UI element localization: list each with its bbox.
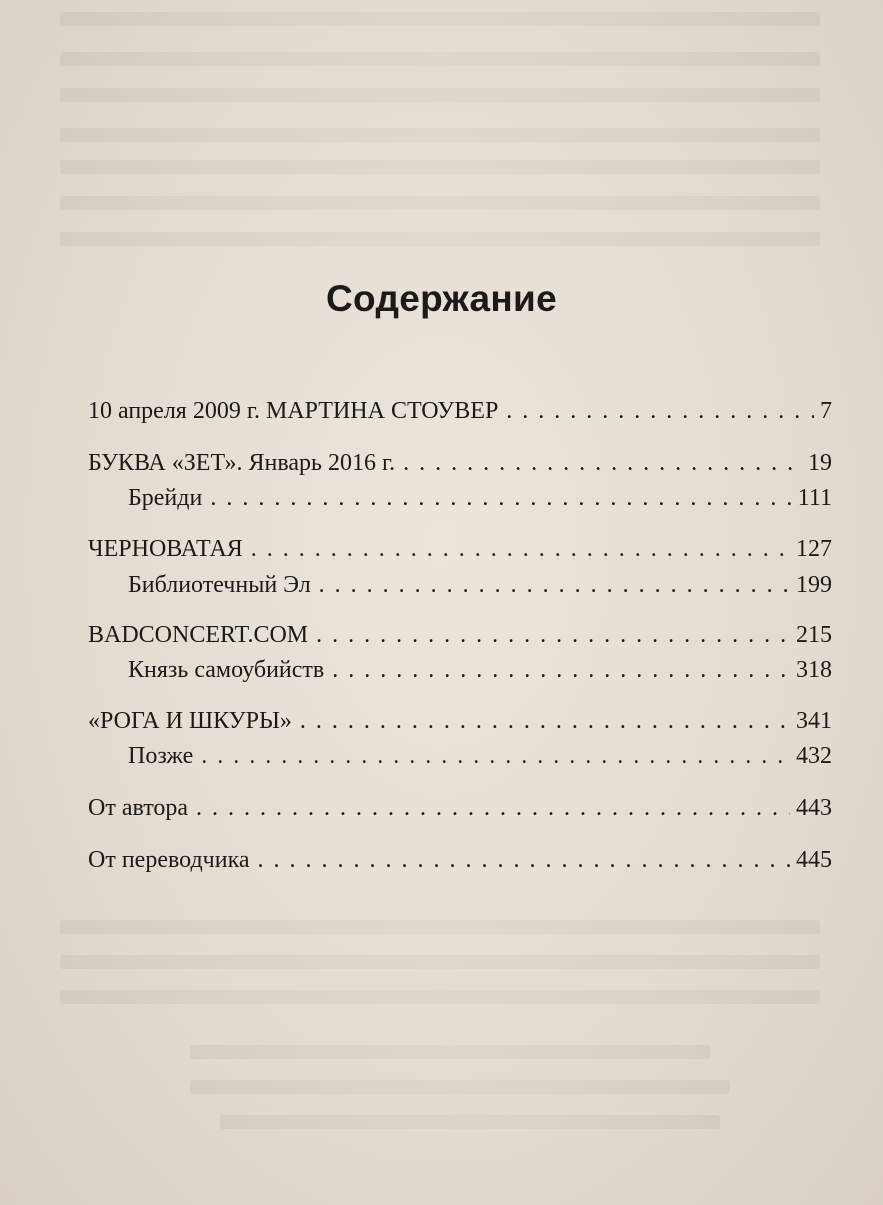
toc-entry-title: ЧЕРНОВАТАЯ [88, 536, 243, 562]
dot-leader [319, 570, 790, 600]
dot-leader [196, 793, 790, 823]
dot-leader [332, 655, 790, 685]
bleed-through-line [60, 990, 820, 1004]
toc-entry-page: 318 [796, 657, 832, 683]
toc-subentry[interactable] [128, 570, 832, 600]
bleed-through-line [190, 1045, 710, 1059]
toc-entry[interactable] [88, 396, 832, 426]
bleed-through-line [60, 955, 820, 969]
dot-leader [403, 448, 802, 478]
bleed-through-line [60, 232, 820, 246]
toc-entry-title: БУКВА «ЗЕТ». Январь 2016 г. [88, 450, 396, 476]
toc-entry-title: От переводчика [88, 847, 250, 873]
bleed-through-line [60, 88, 820, 102]
toc-entry-title: Брейди [128, 485, 203, 511]
toc-subentry[interactable] [128, 741, 832, 771]
toc-entry-page: 341 [796, 708, 832, 734]
dot-leader [251, 534, 790, 564]
bleed-through-line [60, 196, 820, 210]
toc-entry[interactable] [88, 793, 832, 823]
toc-subentry[interactable] [128, 655, 832, 685]
toc-entry-page: 111 [797, 485, 832, 511]
dot-leader [316, 620, 790, 650]
dot-leader [258, 845, 790, 875]
toc-entry-page: 199 [796, 572, 832, 598]
toc-entry-page: 432 [796, 743, 832, 769]
toc-entry-title: От автора [88, 795, 189, 821]
toc-entry-page: 443 [796, 795, 832, 821]
bleed-through-line [220, 1115, 720, 1129]
toc-entry[interactable] [88, 620, 832, 650]
dot-leader [210, 483, 791, 513]
dot-leader [506, 396, 814, 426]
toc-entry-page: 215 [796, 622, 832, 648]
toc-entry-title: Позже [128, 743, 194, 769]
bleed-through-line [60, 52, 820, 66]
bleed-through-line [190, 1080, 730, 1094]
bleed-through-line [60, 160, 820, 174]
dot-leader [201, 741, 790, 771]
bleed-through-line [60, 12, 820, 26]
toc-entry[interactable] [88, 534, 832, 564]
toc-entry-title: «РОГА И ШКУРЫ» [88, 708, 292, 734]
bleed-through-line [60, 920, 820, 934]
toc-entry-title: Князь самоубийств [128, 657, 325, 683]
toc-entry-title: 10 апреля 2009 г. МАРТИНА СТОУВЕР [88, 398, 499, 424]
toc-entry-page: 445 [796, 847, 832, 873]
toc-entry-page: 7 [820, 398, 832, 424]
toc-entry-title: BADCONCERT.COM [88, 622, 309, 648]
dot-leader [300, 706, 790, 736]
toc-subentry[interactable] [128, 483, 832, 513]
bleed-through-line [60, 128, 820, 142]
toc-entry[interactable] [88, 845, 832, 875]
toc-entry-page: 19 [808, 450, 832, 476]
toc-entry[interactable] [88, 448, 832, 478]
toc-entry[interactable] [88, 706, 832, 736]
contents-heading: Содержание [326, 278, 557, 319]
toc-entry-page: 127 [796, 536, 832, 562]
toc-entry-title: Библиотечный Эл [128, 572, 311, 598]
